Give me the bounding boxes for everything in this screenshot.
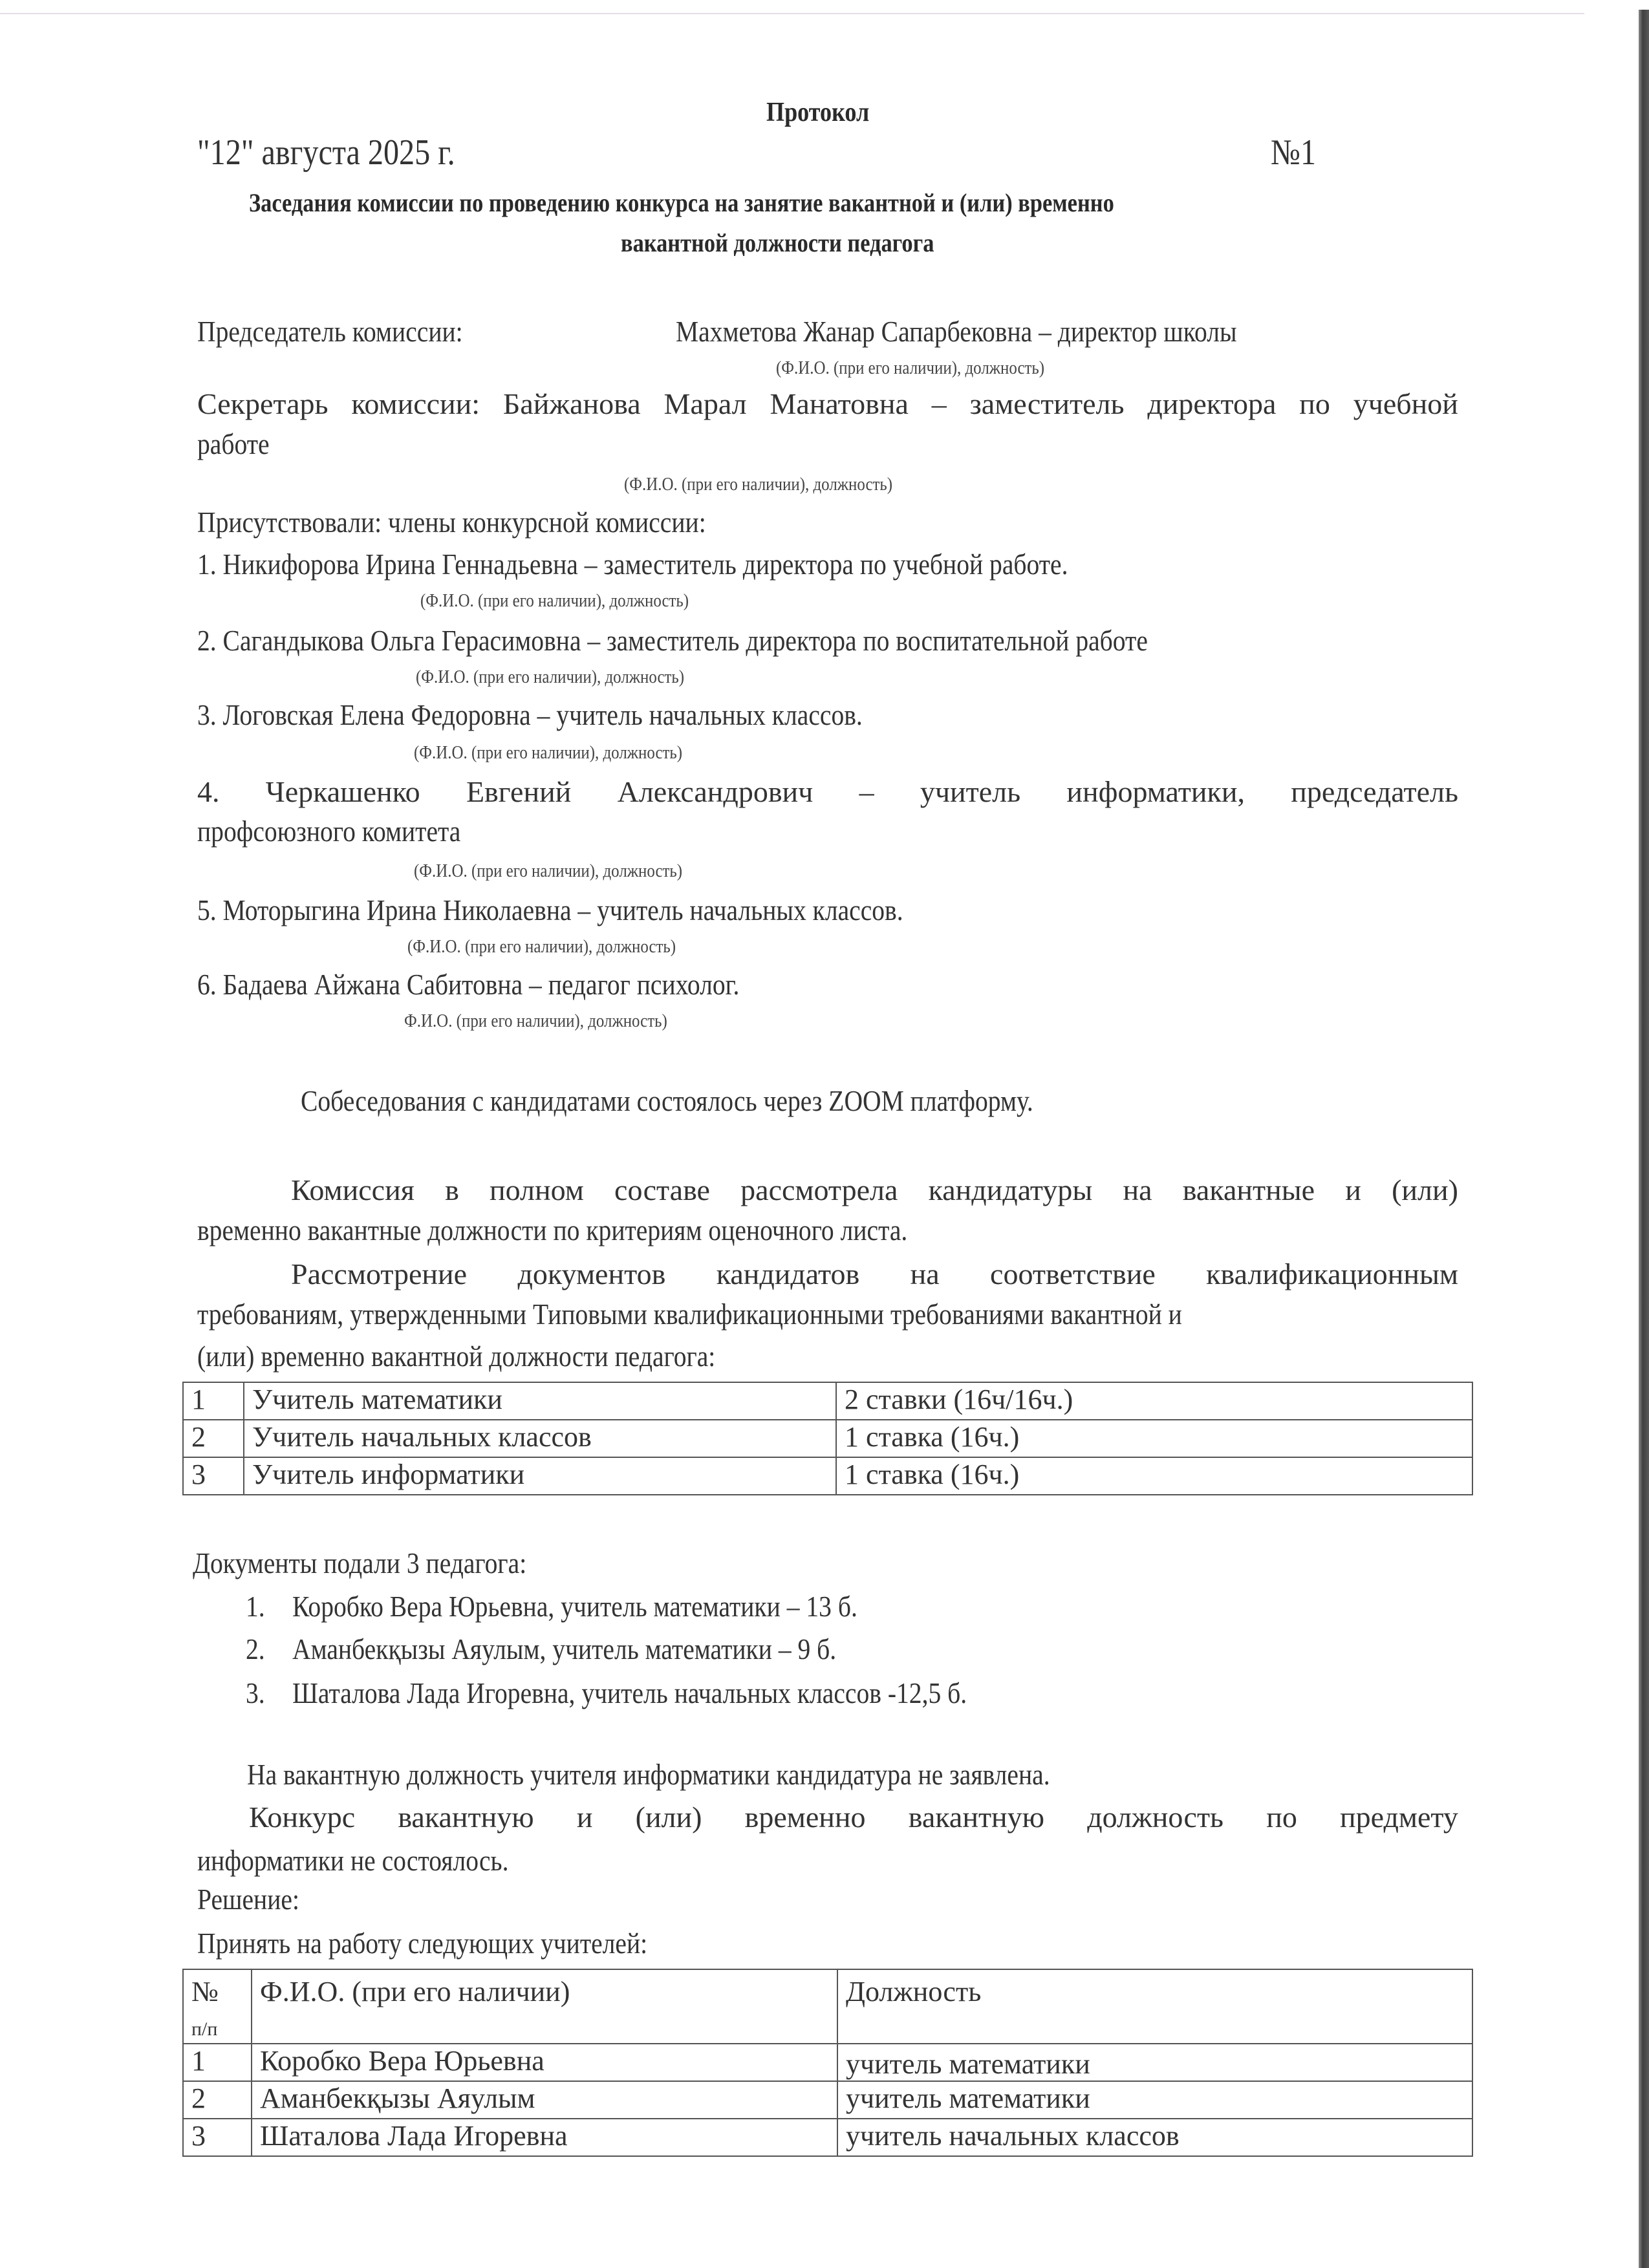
word: –	[931, 387, 947, 420]
word: Секретарь	[197, 387, 329, 420]
member-item: 6. Бадаева Айжана Сабитовна – педагог психолог.	[197, 968, 740, 1001]
member-item-continued: профсоюзного комитета	[197, 815, 461, 848]
hired-position: учитель математики	[837, 2044, 1472, 2081]
word: –	[859, 775, 874, 808]
vacancy-rate: 1 ставка (16ч.)	[836, 1457, 1472, 1495]
vacancy-position: Учитель информатики	[244, 1457, 836, 1495]
candidate-num: 3.	[246, 1676, 265, 1709]
word: (или)	[1392, 1173, 1458, 1206]
hired-position: учитель математики	[837, 2081, 1472, 2119]
member-caption: (Ф.И.О. (при его наличии), должность)	[414, 861, 683, 881]
candidate-num: 1.	[246, 1590, 265, 1623]
candidates-intro: Документы подали 3 педагога:	[193, 1546, 527, 1579]
member-caption: Ф.И.О. (при его наличии), должность)	[404, 1011, 667, 1031]
word: квалификационным	[1206, 1257, 1458, 1290]
word: и	[1345, 1173, 1361, 1206]
table-row	[183, 1457, 1472, 1495]
word: составе	[614, 1173, 710, 1206]
vacancy-rate: 1 ставка (16ч.)	[836, 1420, 1472, 1457]
word: председатель	[1291, 775, 1458, 808]
decision-label: Решение:	[197, 1883, 299, 1916]
table-row	[183, 2081, 1472, 2119]
requirements-paragraph-line2: требованиям, утвержденными Типовыми квалификационными требованиями вакантной и	[197, 1298, 1182, 1331]
word: и	[576, 1801, 593, 1834]
member-item: 3. Логовская Елена Федоровна – учитель начальных классов.	[197, 698, 863, 731]
word: документов	[517, 1257, 666, 1290]
hired-num: 1	[183, 2044, 252, 2081]
word: учебной	[1353, 387, 1458, 420]
word: предмету	[1340, 1801, 1458, 1834]
word: информатики,	[1066, 775, 1245, 808]
zoom-interview-note: Собеседования с кандидатами состоялось через ZOOM платформу.	[301, 1084, 1033, 1117]
word: соответствие	[990, 1257, 1156, 1290]
document-subtitle-line2: вакантной должности педагога	[621, 228, 934, 257]
word: вакантную	[398, 1801, 534, 1834]
word: Черкашенко	[265, 775, 420, 808]
candidate-item: Коробко Вера Юрьевна, учитель математики – 13 б.	[292, 1590, 857, 1623]
member-caption: (Ф.И.О. (при его наличии), должность)	[420, 590, 689, 611]
competition-failed-line2: информатики не состоялось.	[197, 1844, 509, 1877]
word: учитель	[920, 775, 1021, 808]
vacancy-rate: 2 ставки (16ч/16ч.)	[836, 1382, 1472, 1420]
word: Манатовна	[770, 387, 909, 420]
table-row	[183, 1382, 1472, 1420]
requirements-paragraph-line3: (или) временно вакантной должности педагога:	[197, 1340, 716, 1373]
word: по	[1299, 387, 1330, 420]
word: комиссии:	[351, 387, 480, 420]
word: в	[445, 1173, 459, 1206]
vacancy-position: Учитель математики	[244, 1382, 836, 1420]
word: Евгений	[466, 775, 572, 808]
member-caption: (Ф.И.О. (при его наличии), должность)	[416, 667, 685, 687]
member-caption: (Ф.И.О. (при его наличии), должность)	[414, 742, 683, 763]
header-num-label: №	[191, 1976, 219, 2007]
competition-failed-note	[249, 1803, 1458, 1832]
word: директора	[1147, 387, 1277, 420]
header-num-sub: п/п	[191, 2018, 218, 2040]
document-title: Протокол	[766, 98, 870, 127]
word: вакантные	[1182, 1173, 1315, 1206]
vacancy-num: 1	[183, 1382, 244, 1420]
candidate-num: 2.	[246, 1632, 265, 1665]
table-row	[183, 2119, 1472, 2156]
member-item	[197, 777, 1458, 807]
candidate-item: Шаталова Лада Игоревна, учитель начальных классов -12,5 б.	[292, 1676, 967, 1709]
requirements-paragraph	[291, 1259, 1458, 1289]
secretary-caption: (Ф.И.О. (при его наличии), должность)	[624, 474, 893, 495]
header-num	[183, 1969, 252, 2044]
vacancies-table	[182, 1382, 1473, 1495]
member-caption: (Ф.И.О. (при его наличии), должность)	[407, 936, 676, 957]
word: Рассмотрение	[291, 1257, 468, 1290]
review-paragraph	[291, 1175, 1458, 1205]
secretary-line	[197, 389, 1458, 419]
hire-label: Принять на работу следующих учителей:	[197, 1927, 648, 1960]
member-item: 5. Моторыгина Ирина Николаевна – учитель начальных классов.	[197, 893, 903, 926]
word: на	[1123, 1173, 1152, 1206]
candidate-item: Аманбекқызы Аяулым, учитель математики – 9 б.	[292, 1632, 837, 1665]
table-header-row	[183, 1969, 1472, 2044]
word: (или)	[635, 1801, 702, 1834]
word: Комиссия	[291, 1173, 415, 1206]
hired-name: Шаталова Лада Игоревна	[252, 2119, 837, 2156]
header-name: Ф.И.О. (при его наличии)	[252, 1969, 837, 2044]
member-item: 2. Сагандыкова Ольга Герасимовна – заместитель директора по воспитательной работе	[197, 624, 1148, 657]
word: кандидатов	[716, 1257, 860, 1290]
vacancy-position: Учитель начальных классов	[244, 1420, 836, 1457]
word: должность	[1087, 1801, 1224, 1834]
word: рассмотрела	[740, 1173, 898, 1206]
hired-name: Аманбекқызы Аяулым	[252, 2081, 837, 2119]
word: полном	[490, 1173, 584, 1206]
hired-teachers-table	[182, 1969, 1473, 2157]
chair-value: Махметова Жанар Сапарбековна – директор школы	[676, 315, 1237, 348]
table-row	[183, 2044, 1472, 2081]
word: временно	[744, 1801, 866, 1834]
word: 4.	[197, 775, 220, 808]
vacancy-num: 3	[183, 1457, 244, 1495]
document-number: №1	[1271, 133, 1317, 173]
hired-name: Коробко Вера Юрьевна	[252, 2044, 837, 2081]
header-position: Должность	[837, 1969, 1472, 2044]
word: по	[1266, 1801, 1297, 1834]
word: заместитель	[969, 387, 1125, 420]
document-date: "12" августа 2025 г.	[197, 133, 455, 173]
vacancy-num: 2	[183, 1420, 244, 1457]
word: Конкурс	[249, 1801, 356, 1834]
hired-position: учитель начальных классов	[837, 2119, 1472, 2156]
table-row	[183, 1420, 1472, 1457]
review-paragraph-line2: временно вакантные должности по критериям оценочного листа.	[197, 1214, 908, 1246]
word: кандидатуры	[928, 1173, 1093, 1206]
word: Байжанова	[502, 387, 641, 420]
present-label: Присутствовали: члены конкурсной комиссии:	[197, 506, 706, 539]
hired-num: 2	[183, 2081, 252, 2119]
member-item: 1. Никифорова Ирина Геннадьевна – заместитель директора по учебной работе.	[197, 548, 1068, 581]
word: вакантную	[908, 1801, 1045, 1834]
word: Александрович	[617, 775, 814, 808]
secretary-line2: работе	[197, 427, 270, 460]
no-candidate-note: На вакантную должность учителя информатики кандидатура не заявлена.	[247, 1758, 1050, 1791]
hired-num: 3	[183, 2119, 252, 2156]
chair-caption: (Ф.И.О. (при его наличии), должность)	[776, 358, 1045, 378]
chair-label: Председатель комиссии:	[197, 315, 463, 348]
word: на	[910, 1257, 940, 1290]
word: Марал	[663, 387, 747, 420]
document-subtitle-line1: Заседания комиссии по проведению конкурса на занятие вакантной и (или) временно	[249, 188, 1114, 217]
